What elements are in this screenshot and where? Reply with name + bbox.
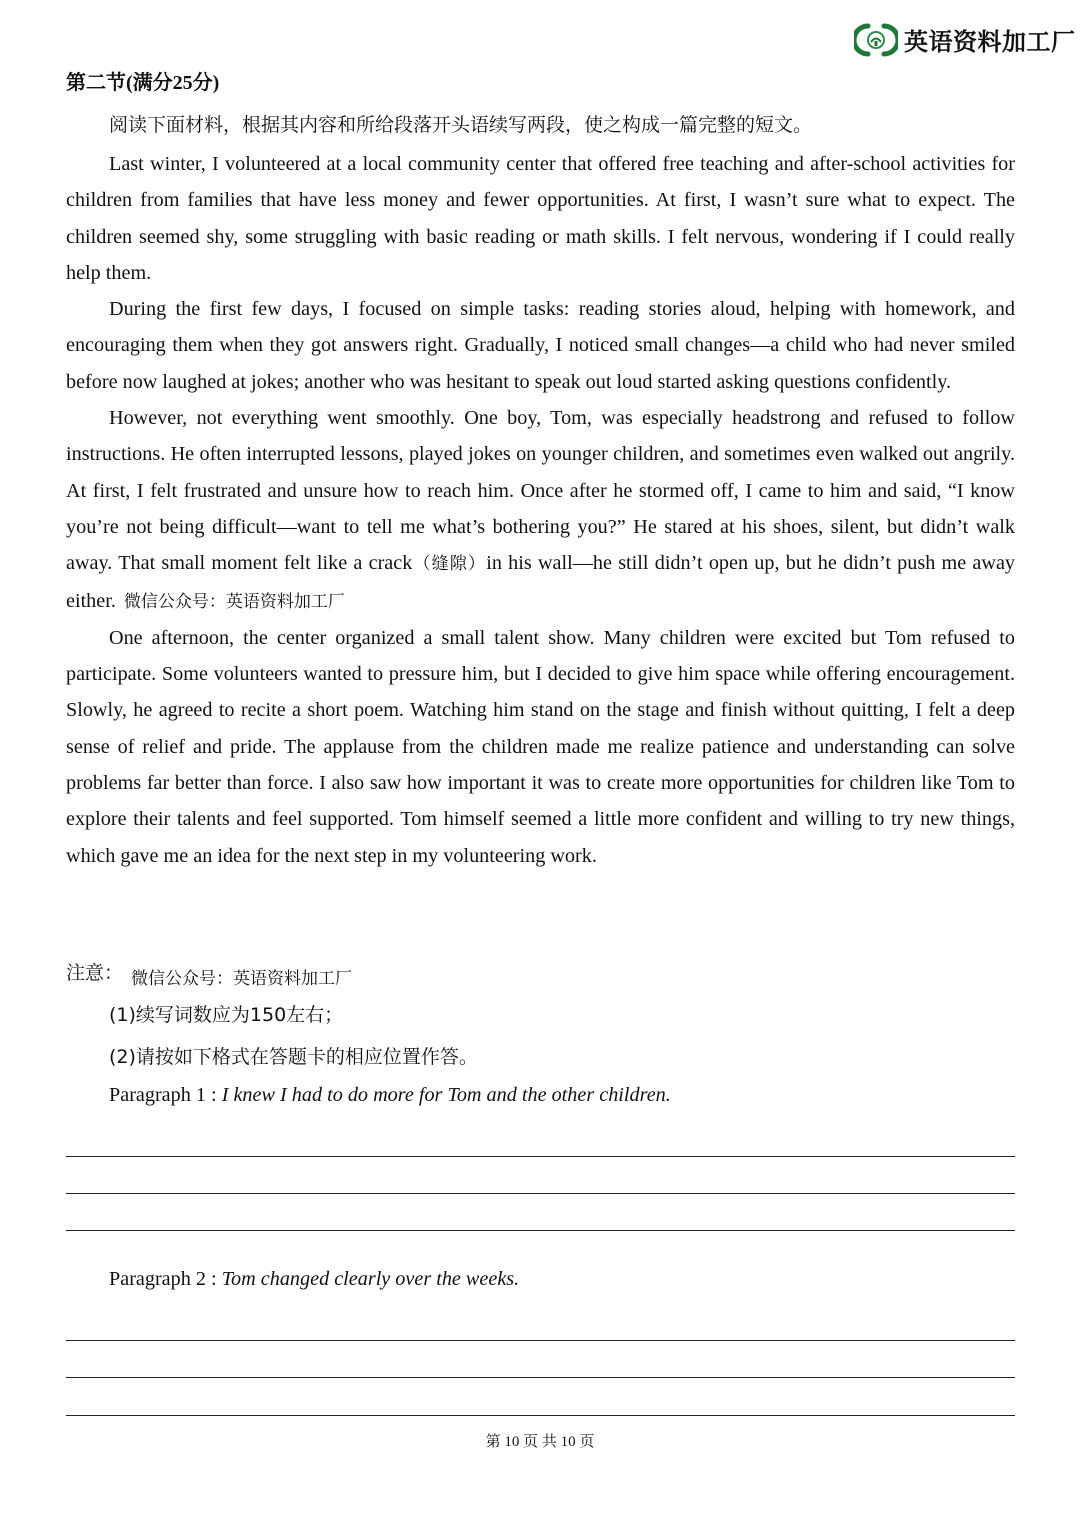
- passage-paragraph-2: During the first few days, I focused on simple tasks: reading stories aloud, helping with homework, and encouraging them when they got answers right. Gradually, I noticed small changes—a child who had never smiled before now laughed at jokes; another who was hesitant to speak out loud started asking questions confidently.: [66, 298, 1015, 393]
- reading-passage: [66, 146, 1015, 874]
- passage-paragraph-3: [66, 400, 1015, 620]
- passage-paragraph-1: Last winter, I volunteered at a local community center that offered free teaching and after-school activities for children from families that have less money and fewer opportunities. At first, I wasn’t sure what to expect. The children seemed shy, some struggling with basic reading or math skills. I felt nervous, wondering if I could really help them.: [66, 153, 1015, 284]
- brand-logo: [854, 22, 1076, 57]
- note-item-1: (1)续写词数应为150左右；: [109, 1004, 344, 1026]
- paragraph-2-label: Paragraph 2 :: [109, 1268, 222, 1290]
- paragraph-1-prompt: [109, 1084, 671, 1107]
- brand-name: 英语资料加工厂: [904, 28, 1076, 56]
- inline-watermark: 微信公众号：英语资料加工厂: [123, 591, 345, 612]
- passage-paragraph-3-text: However, not everything went smoothly. One boy, Tom, was especially headstrong and refused to follow instructions. He often interrupted lessons, played jokes on younger children, and sometimes even walked out angrily. At first, I felt frustrated and unsure how to reach him. Once after he stormed off, I came to him and said, “I know you’re not being difficult—want to tell me what’s bothering you?” He stared at his shoes, silent, but didn’t walk away. That small moment felt like a crack: [66, 407, 1015, 575]
- task-instruction: 阅读下面材料，根据其内容和所给段落开头语续写两段，使之构成一篇完整的短文。: [109, 114, 813, 136]
- passage-paragraph-4: One afternoon, the center organized a small talent show. Many children were excited but Tom refused to participate. Some volunteers wanted to pressure him, but I decided to give him space while offering encouragement. Slowly, he agreed to recite a short poem. Watching him stand on the stage and finish without quitting, I felt a deep sense of relief and pride. The applause from the children made me realize patience and understanding can solve problems far better than force. I also saw how important it was to create more opportunities for children like Tom to explore their talents and feel supported. Tom himself seemed a little more confident and willing to try new things, which gave me an idea for the next step in my volunteering work.: [66, 626, 1015, 867]
- answer-line[interactable]: [66, 1377, 1015, 1378]
- answer-line[interactable]: [66, 1230, 1015, 1231]
- english-factory-logo-icon: [854, 23, 898, 57]
- paragraph-1-label: Paragraph 1 :: [109, 1084, 222, 1106]
- passage-paragraph-3-text-end: in his wall—he still didn’t open up, but he didn’t push me away either.: [66, 552, 1016, 612]
- answer-line[interactable]: [66, 1193, 1015, 1194]
- answer-line[interactable]: [66, 1156, 1015, 1157]
- notes-label: 注意：: [66, 962, 124, 984]
- chinese-gloss: （缝隙）: [412, 554, 487, 575]
- section-title: 第二节(满分25分): [66, 72, 220, 94]
- answer-line[interactable]: [66, 1340, 1015, 1341]
- answer-line[interactable]: [66, 1415, 1015, 1416]
- notes-watermark: 微信公众号：英语资料加工厂: [131, 969, 352, 989]
- note-item-2: (2)请按如下格式在答题卡的相应位置作答。: [109, 1046, 478, 1068]
- paragraph-2-opening: Tom changed clearly over the weeks.: [221, 1268, 520, 1290]
- paragraph-1-opening: I knew I had to do more for Tom and the other children.: [221, 1084, 671, 1106]
- paragraph-2-prompt: [109, 1268, 519, 1291]
- page-footer: 第 10 页 共 10 页: [485, 1434, 595, 1450]
